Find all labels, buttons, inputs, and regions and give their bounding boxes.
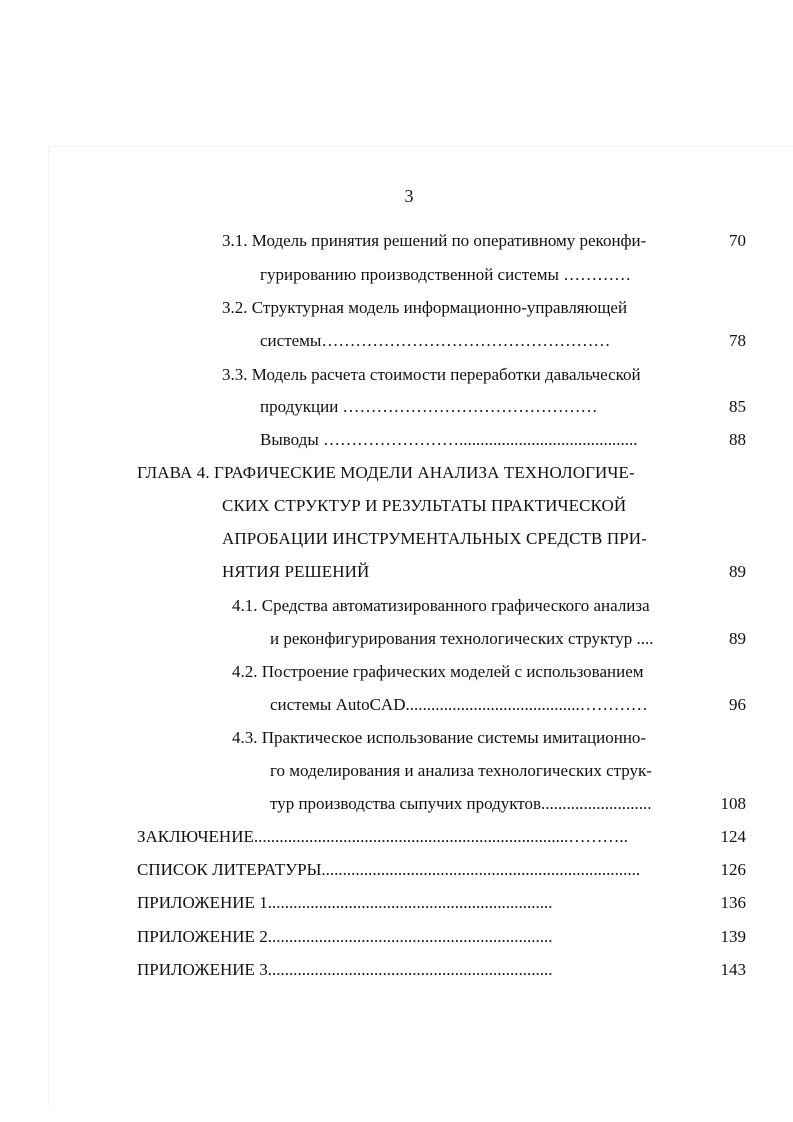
toc-entry-line: 3.1. Модель принятия решений по оперативному реконфи- (222, 231, 647, 250)
toc-entry-line: Выводы …………………….......................................... (260, 430, 638, 449)
toc-entry-line: системы…………………………………………… (260, 331, 611, 350)
toc-entry-line: го моделирования и анализа технологических струк- (270, 761, 652, 780)
toc-chapter-line: СКИХ СТРУКТУР И РЕЗУЛЬТАТЫ ПРАКТИЧЕСКОЙ (222, 496, 627, 515)
toc-entry-line: ЗАКЛЮЧЕНИЕ..........................................................................……….. (137, 827, 628, 846)
toc-page-number: 88 (729, 430, 746, 449)
toc-page-number: 108 (720, 794, 746, 813)
toc-page-number: 70 (729, 231, 746, 250)
toc-chapter-line: АПРОБАЦИИ ИНСТРУМЕНТАЛЬНЫХ СРЕДСТВ ПРИ- (222, 529, 647, 548)
toc-entry-line: продукции ……………………………………… (260, 397, 598, 416)
toc-page-number: 89 (729, 629, 746, 648)
toc-page-number: 96 (729, 695, 746, 714)
scan-border-top (48, 146, 793, 147)
toc-entry-line: и реконфигурирования технологических структур .... (270, 629, 654, 648)
toc-entry-line: гурированию производственной системы ………… (260, 265, 632, 284)
toc-entry-line: ПРИЛОЖЕНИЕ 1................................................................... (137, 893, 553, 912)
scan-border-left (48, 146, 49, 1106)
toc-entry-line: 3.3. Модель расчета стоимости переработки давальческой (222, 365, 641, 384)
toc-page-number: 139 (720, 927, 746, 946)
toc-page-number: 126 (720, 860, 746, 879)
toc-entry-line: тур производства сыпучих продуктов.......................... (270, 794, 652, 813)
toc-entry-line: СПИСОК ЛИТЕРАТУРЫ........................................................................... (137, 860, 641, 879)
toc-chapter-line: НЯТИЯ РЕШЕНИЙ (222, 562, 370, 581)
toc-entry-line: ПРИЛОЖЕНИЕ 3................................................................... (137, 960, 553, 979)
toc-page-number: 124 (720, 827, 746, 846)
toc-entry-line: 4.3. Практическое использование системы имитационно- (232, 728, 647, 747)
toc-entry-line: системы AutoCAD.........................................………… (270, 695, 648, 714)
toc-page-number: 89 (729, 562, 746, 581)
toc-entry-line: 4.1. Средства автоматизированного графического анализа (232, 596, 650, 615)
toc-page-number: 85 (729, 397, 746, 416)
toc-page-number: 136 (720, 893, 746, 912)
toc-chapter-line: ГЛАВА 4. ГРАФИЧЕСКИЕ МОДЕЛИ АНАЛИЗА ТЕХНОЛОГИЧЕ- (137, 463, 635, 482)
toc-entry-line: 3.2. Структурная модель информационно-управляющей (222, 298, 628, 317)
toc-page-number: 78 (729, 331, 746, 350)
toc-entry-line: 4.2. Построение графических моделей с использованием (232, 662, 644, 681)
toc-page-number: 143 (720, 960, 746, 979)
toc-entry-line: ПРИЛОЖЕНИЕ 2................................................................... (137, 927, 553, 946)
page-number: 3 (404, 186, 414, 206)
